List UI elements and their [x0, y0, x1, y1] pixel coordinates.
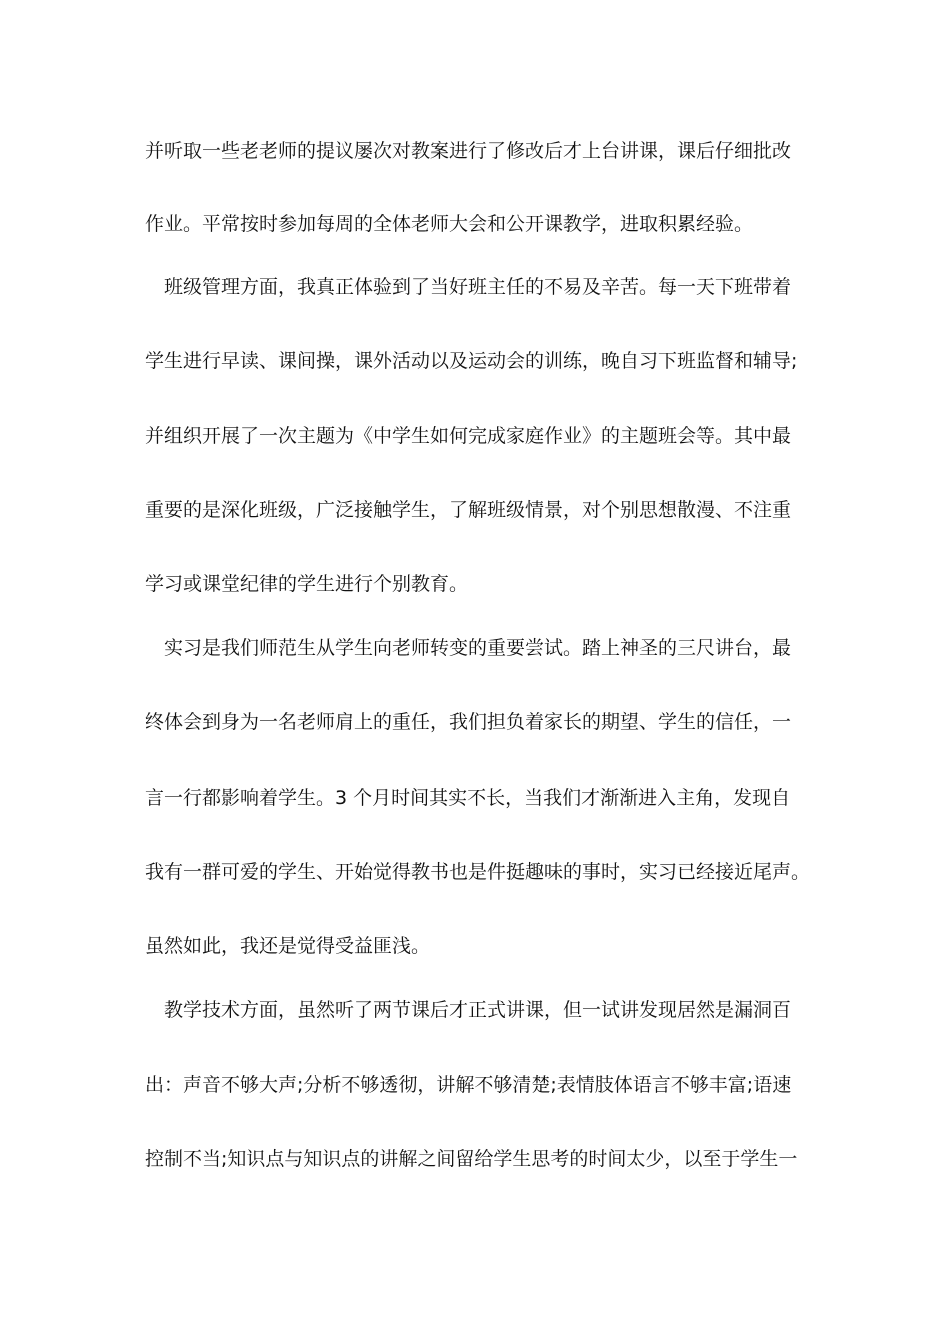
text-line: 重要的是深化班级，广泛接触学生，了解班级情景，对个别思想散漫、不注重	[145, 499, 792, 521]
paragraph-start-line: 班级管理方面，我真正体验到了当好班主任的不易及辛苦。每一天下班带着	[164, 276, 792, 298]
paragraph-start-line: 教学技术方面，虽然听了两节课后才正式讲课，但一试讲发现居然是漏洞百	[164, 999, 792, 1021]
text-line: 学习或课堂纪律的学生进行个别教育。	[145, 573, 469, 595]
text-line: 我有一群可爱的学生、开始觉得教书也是件挺趣味的事时，实习已经接近尾声。	[145, 861, 811, 883]
text-line: 出：声音不够大声;分析不够透彻，讲解不够清楚;表情肢体语言不够丰富;语速	[145, 1074, 792, 1096]
text-line: 并组织开展了一次主题为《中学生如何完成家庭作业》的主题班会等。其中最	[145, 425, 792, 447]
text-line: 言一行都影响着学生。3 个月时间其实不长，当我们才渐渐进入主角，发现自	[145, 787, 791, 809]
paragraph-start-line: 实习是我们师范生从学生向老师转变的重要尝试。踏上神圣的三尺讲台，最	[164, 637, 792, 659]
text-line: 控制不当;知识点与知识点的讲解之间留给学生思考的时间太少，以至于学生一	[145, 1148, 798, 1170]
text-line: 并听取一些老老师的提议屡次对教案进行了修改后才上台讲课，课后仔细批改	[145, 140, 792, 162]
text-line: 作业。平常按时参加每周的全体老师大会和公开课教学，进取积累经验。	[145, 213, 754, 235]
text-line: 学生进行早读、课间操，课外活动以及运动会的训练，晚自习下班监督和辅导;	[145, 350, 798, 372]
text-line: 虽然如此，我还是觉得受益匪浅。	[145, 935, 431, 957]
text-line: 终体会到身为一名老师肩上的重任，我们担负着家长的期望、学生的信任，一	[145, 711, 792, 733]
